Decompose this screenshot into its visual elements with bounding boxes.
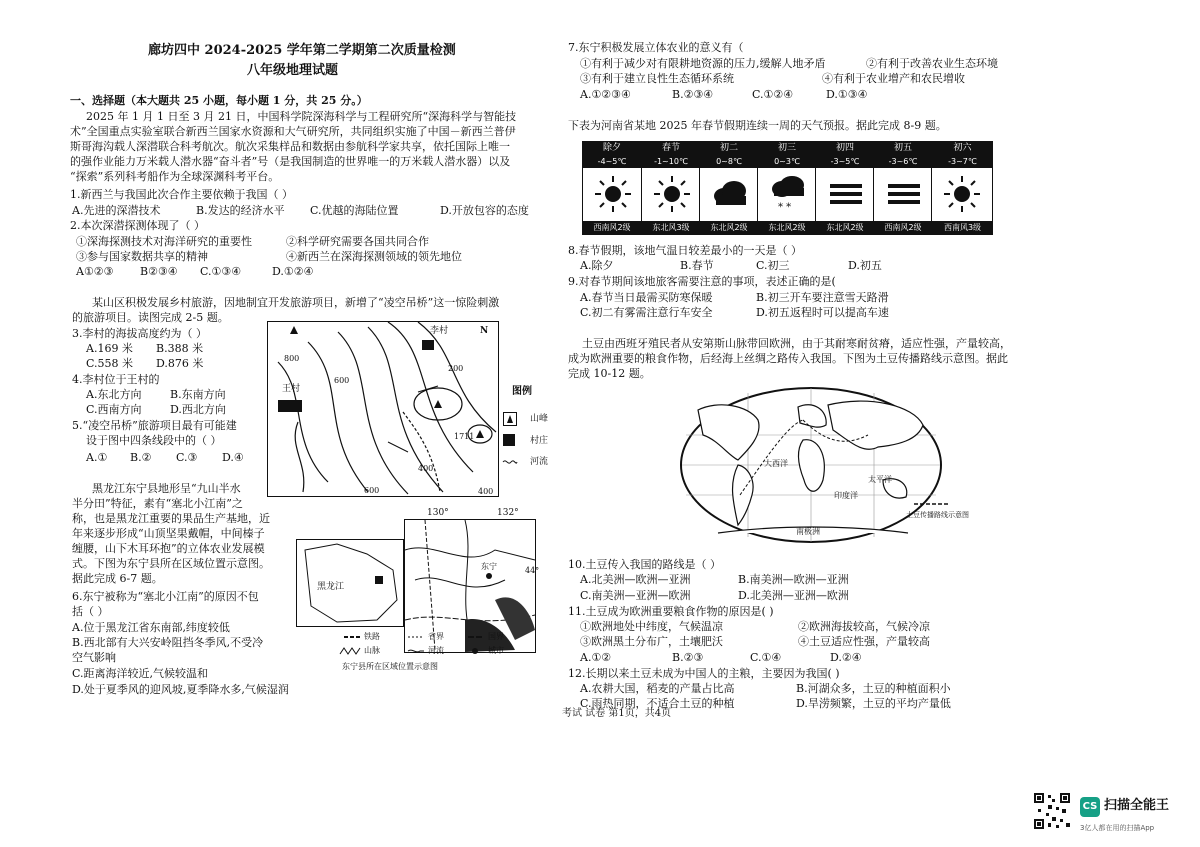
ocean-label-atlantic: 大西洋 bbox=[764, 459, 788, 468]
question-5-stem-cont: 设于图中四条线段中的（ ） bbox=[86, 434, 222, 447]
q4-option-c: C.西南方向 bbox=[86, 403, 142, 416]
q6-option-b-cont: 空气影响 bbox=[72, 651, 116, 664]
q11-item: ④土豆适应性强，产量较高 bbox=[798, 635, 930, 648]
q6-option-b: B.西北部有大兴安岭阻挡冬季风,不受冷 bbox=[72, 636, 264, 649]
q2-option-a: A①②③ bbox=[76, 265, 114, 278]
q2-item: ①深海探测技术对海洋研究的重要性 bbox=[76, 235, 252, 248]
svg-text:* *: * * bbox=[778, 202, 792, 213]
weather-day-column bbox=[641, 142, 700, 234]
legend-river: 河流 bbox=[428, 646, 444, 655]
village-label-wang: 王村 bbox=[282, 384, 301, 394]
q2-option-d: D.①②④ bbox=[272, 265, 314, 278]
q8-option-c: C.初三 bbox=[756, 259, 790, 272]
passage-line: 称，也是黑龙江重要的果品生产基地，近 bbox=[72, 512, 270, 525]
north-arrow-icon: N bbox=[480, 326, 489, 336]
weather-wind: 东北风2级 bbox=[816, 221, 874, 234]
q10-option-d: D.北美洲—亚洲—欧洲 bbox=[738, 589, 849, 602]
passage-line: 半分田”特征，素有“塞北小江南”之 bbox=[72, 497, 243, 510]
q6-option-a: A.位于黑龙江省东南部,纬度较低 bbox=[72, 621, 230, 634]
province-border-icon bbox=[408, 635, 424, 639]
q9-option-b: B.初三开车要注意雪天路滑 bbox=[756, 291, 889, 304]
contour-value: 400 bbox=[418, 464, 434, 473]
q2-option-b: B②③④ bbox=[140, 265, 178, 278]
q2-option-c: C.①③④ bbox=[200, 265, 242, 278]
sun-icon bbox=[652, 174, 692, 214]
weather-day-column bbox=[873, 142, 932, 234]
q3-option-b: B.388 米 bbox=[156, 342, 204, 355]
weather-wind: 西南风3级 bbox=[932, 221, 993, 234]
contour-value: 400 bbox=[478, 487, 494, 496]
q9-option-c: C.初二有雾需注意行车安全 bbox=[580, 306, 713, 319]
passage-line: 年来逐步形成“山顶坚果戴帽，中间榛子 bbox=[72, 527, 265, 540]
q2-item: ③参与国家数据共享的精神 bbox=[76, 250, 208, 263]
rail-icon bbox=[344, 635, 360, 639]
contour-value: 600 bbox=[334, 376, 350, 385]
weather-temp: -1~10℃ bbox=[642, 155, 700, 168]
legend-village-label: 村庄 bbox=[530, 436, 549, 446]
weather-day-column bbox=[815, 142, 874, 234]
weather-temp: -3~6℃ bbox=[874, 155, 932, 168]
weather-temp: -3~5℃ bbox=[816, 155, 874, 168]
weather-day-column bbox=[583, 142, 641, 234]
inset-province-map bbox=[296, 539, 404, 627]
passage-line: 式。下图为东宁县所在区域位置示意图。 bbox=[72, 557, 270, 570]
longitude-label: 130° bbox=[427, 508, 449, 518]
q11-item: ③欧洲黑土分布广，土壤肥沃 bbox=[580, 635, 723, 648]
sun-icon bbox=[593, 174, 633, 214]
q5-option-b: B.② bbox=[130, 451, 152, 464]
passage-line: 斯哥海沟载人深潜联合科考航次。航次采集样品和数据由参航科学家共享，依托国际上唯一 bbox=[70, 140, 510, 153]
question-6-stem: 6.东宁被称为“塞北小江南”的原因不包 bbox=[72, 590, 259, 603]
contour-value: 200 bbox=[448, 364, 464, 373]
weather-day: 初四 bbox=[816, 142, 874, 155]
question-8-stem: 8.春节假期，该地气温日较差最小的一天是（ ） bbox=[568, 244, 802, 257]
fog-icon bbox=[826, 174, 866, 214]
sun-icon bbox=[942, 174, 982, 214]
q2-item: ②科学研究需要各国共同合作 bbox=[286, 235, 429, 248]
weather-day-column bbox=[699, 142, 758, 234]
world-map-legend: 土豆传播路线示意图 bbox=[906, 511, 969, 519]
county-label: 东宁 bbox=[481, 562, 497, 571]
passage-line: “探索”系列科考船作为全球深渊科考平台。 bbox=[70, 170, 280, 183]
q10-option-b: B.南美洲—欧洲—亚洲 bbox=[738, 573, 849, 586]
ocean-label-indian: 印度洋 bbox=[834, 491, 858, 500]
q11-option-b: B.②③ bbox=[672, 651, 704, 664]
contour-map bbox=[267, 321, 499, 497]
passage-line: 2025 年 1 月 1 日至 3 月 21 日，中国科学院深海科学与工程研究所“深海科学与智能技 bbox=[86, 110, 517, 123]
legend-river-label: 河流 bbox=[530, 457, 549, 467]
village-label-li: 李村 bbox=[430, 326, 449, 336]
q4-option-d: D.西北方向 bbox=[170, 403, 226, 416]
peak-elevation: 1711 bbox=[454, 432, 475, 441]
passage-line: 的强作业能力万米载人潜水器“奋斗者”号（是我国制造的世界唯一的万米载人潜水器）以及 bbox=[70, 155, 511, 168]
passage-line: 缠腰，山下木耳环抱”的立体农业发展模 bbox=[72, 542, 265, 555]
q11-option-d: D.②④ bbox=[830, 651, 862, 664]
q11-item: ①欧洲地处中纬度，气候温凉 bbox=[580, 620, 723, 633]
fog-icon bbox=[884, 174, 924, 214]
weather-forecast-table bbox=[582, 141, 993, 235]
q1-option-a: A.先进的深潜技术 bbox=[72, 204, 161, 217]
scanner-tagline: 3亿人都在用的扫描App bbox=[1080, 824, 1155, 832]
q9-option-d: D.初五返程时可以提高车速 bbox=[756, 306, 889, 319]
passage-line: 成为欧洲重要的粮食作物，后经海上丝绸之路传入我国。下图为土豆传播路线示意图。据此 bbox=[568, 352, 1008, 365]
q1-option-b: B.发达的经济水平 bbox=[196, 204, 285, 217]
question-6-stem-cont: 括（ ） bbox=[72, 605, 109, 618]
weather-wind: 东北风2级 bbox=[758, 221, 816, 234]
legend-river-icon bbox=[503, 458, 517, 466]
q1-option-c: C.优越的海陆位置 bbox=[310, 204, 399, 217]
weather-wind: 东北风3级 bbox=[642, 221, 700, 234]
legend-national: 国界 bbox=[488, 632, 504, 641]
question-4-stem: 4.李村位于王村的 bbox=[72, 373, 160, 386]
q12-option-c: C.雨热同期，不适合土豆的种植 bbox=[580, 697, 735, 710]
q10-option-a: A.北美洲—欧洲—亚洲 bbox=[580, 573, 691, 586]
weather-temp: -3~7℃ bbox=[932, 155, 993, 168]
ocean-label-pacific: 太平洋 bbox=[868, 475, 892, 484]
question-11-stem: 11.土豆成为欧洲重要粮食作物的原因是( ) bbox=[568, 605, 774, 618]
q4-option-b: B.东南方向 bbox=[170, 388, 226, 401]
weather-wind: 西南风2级 bbox=[874, 221, 932, 234]
passage-line: 术”全国重点实验室联合新西兰国家水资源和大气研究所，共同组织实施了中国－新西兰普伊 bbox=[70, 125, 516, 138]
q3-option-a: A.169 米 bbox=[86, 342, 133, 355]
weather-day: 春节 bbox=[642, 142, 700, 155]
weather-day: 初五 bbox=[874, 142, 932, 155]
section-heading: 一、选择题（本大题共 25 小题，每小题 1 分，共 25 分。） bbox=[70, 94, 368, 107]
continent-label-antarctica: 南极洲 bbox=[796, 527, 820, 536]
q5-option-c: C.③ bbox=[176, 451, 198, 464]
q5-option-d: D.④ bbox=[222, 451, 244, 464]
q7-item: ②有利于改善农业生态环境 bbox=[866, 57, 998, 70]
legend-village-icon bbox=[503, 434, 515, 446]
passage-line: 土豆由西班牙殖民者从安第斯山脉带回欧洲，由于其耐寒耐贫瘠，适应性强，产量较高， bbox=[582, 337, 1011, 350]
region-map-caption: 东宁县所在区域位置示意图 bbox=[342, 662, 438, 671]
q7-item: ④有利于农业增产和农民增收 bbox=[822, 72, 965, 85]
region-map-legend bbox=[296, 630, 534, 664]
weather-day: 除夕 bbox=[583, 142, 641, 155]
q11-option-c: C.①④ bbox=[750, 651, 782, 664]
question-1-stem: 1.新西兰与我国此次合作主要依赖于我国（ ） bbox=[70, 188, 293, 201]
page-footer: 考试 试卷 第1页，共4页 bbox=[562, 708, 672, 719]
legend-province: 省界 bbox=[428, 632, 444, 641]
q8-option-d: D.初五 bbox=[848, 259, 882, 272]
weather-day-column bbox=[757, 142, 816, 234]
weather-day: 初三 bbox=[758, 142, 816, 155]
q7-option-b: B.②③④ bbox=[672, 88, 714, 101]
q3-option-d: D.876 米 bbox=[156, 357, 204, 370]
q2-item: ④新西兰在深海探测领域的领先地位 bbox=[286, 250, 462, 263]
q6-option-c: C.距离海洋较近,气候较温和 bbox=[72, 667, 209, 680]
national-border-icon bbox=[468, 635, 484, 639]
snow-icon bbox=[768, 174, 808, 214]
contour-value: 800 bbox=[284, 354, 300, 363]
question-10-stem: 10.土豆传入我国的路线是（ ） bbox=[568, 558, 721, 571]
weather-wind: 东北风2级 bbox=[700, 221, 758, 234]
q9-option-a: A.春节当日最需买防寒保暖 bbox=[580, 291, 713, 304]
contour-value: 600 bbox=[364, 486, 380, 495]
legend-mountain: 山脉 bbox=[364, 646, 380, 655]
route-legend-icon bbox=[914, 500, 950, 508]
passage-line: 某山区积极发展乡村旅游，因地制宜开发旅游项目，新增了“凌空吊桥”这一惊险刺激 bbox=[92, 296, 500, 309]
q5-option-a: A.① bbox=[86, 451, 108, 464]
mountain-icon bbox=[340, 648, 360, 654]
world-map bbox=[678, 385, 944, 545]
legend-city: 城市 bbox=[488, 646, 504, 655]
question-3-stem: 3.李村的海拔高度约为（ ） bbox=[72, 327, 207, 340]
passage-line: 完成 10-12 题。 bbox=[568, 367, 651, 380]
province-label: 黑龙江 bbox=[317, 582, 345, 592]
exam-subtitle: 八年级地理试题 bbox=[247, 63, 339, 78]
weather-temp: 0~3℃ bbox=[758, 155, 816, 168]
cloud-icon bbox=[710, 174, 750, 214]
q8-option-b: B.春节 bbox=[680, 259, 714, 272]
q7-option-d: D.①③④ bbox=[826, 88, 868, 101]
weather-wind: 西南风2级 bbox=[583, 221, 641, 234]
q12-option-b: B.河湖众多，土豆的种植面积小 bbox=[796, 682, 951, 695]
legend-peak-label: 山峰 bbox=[530, 414, 549, 424]
weather-temp: -4~5℃ bbox=[583, 155, 641, 168]
city-icon bbox=[472, 648, 478, 654]
q6-option-d: D.处于夏季风的迎风坡,夏季降水多,气候湿润 bbox=[72, 683, 289, 696]
question-9-stem: 9.对春节期间该地旅客需要注意的事项，表述正确的是( bbox=[568, 275, 836, 288]
weather-day: 初二 bbox=[700, 142, 758, 155]
q3-option-c: C.558 米 bbox=[86, 357, 134, 370]
legend-peak-icon bbox=[503, 412, 517, 426]
q4-option-a: A.东北方向 bbox=[86, 388, 142, 401]
longitude-label: 132° bbox=[497, 508, 519, 518]
q12-option-d: D.旱涝频繁，土豆的平均产量低 bbox=[796, 697, 951, 710]
question-2-stem: 2.本次深潜探测体现了（ ） bbox=[70, 219, 205, 232]
question-5-stem: 5.“凌空吊桥”旅游项目最有可能建 bbox=[72, 419, 237, 432]
q10-option-c: C.南美洲—亚洲—欧洲 bbox=[580, 589, 691, 602]
question-7-stem: 7.东宁积极发展立体农业的意义有（ bbox=[568, 41, 744, 54]
legend-rail: 铁路 bbox=[364, 632, 380, 641]
legend-title: 图例 bbox=[512, 386, 532, 397]
q12-option-a: A.农耕大国，稻麦的产量占比高 bbox=[580, 682, 735, 695]
passage-line: 下表为河南省某地 2025 年春节假期连续一周的天气预报。据此完成 8-9 题。 bbox=[568, 119, 947, 132]
weather-temp: 0~8℃ bbox=[700, 155, 758, 168]
contour-lines bbox=[268, 322, 498, 496]
q11-item: ②欧洲海拔较高，气候冷凉 bbox=[798, 620, 930, 633]
q1-option-d: D.开放包容的态度 bbox=[440, 204, 529, 217]
scanner-brand: 扫描全能王 bbox=[1104, 798, 1170, 813]
cs-logo-icon: CS bbox=[1080, 797, 1100, 817]
q7-item: ①有利于减少对有限耕地资源的压力,缓解人地矛盾 bbox=[580, 57, 826, 70]
weather-day-column bbox=[931, 142, 993, 234]
passage-line: 据此完成 6-7 题。 bbox=[72, 572, 163, 585]
q7-option-a: A.①②③④ bbox=[580, 88, 631, 101]
question-12-stem: 12.长期以来土豆未成为中国人的主粮，主要因为我国( ) bbox=[568, 667, 840, 680]
q7-option-c: C.①②④ bbox=[752, 88, 794, 101]
q8-option-a: A.除夕 bbox=[580, 259, 614, 272]
qr-code-icon bbox=[1032, 791, 1072, 831]
river-icon bbox=[408, 648, 424, 654]
passage-line: 的旅游项目。读图完成 2-5 题。 bbox=[72, 311, 229, 324]
latitude-label: 44° bbox=[525, 566, 540, 575]
q7-item: ③有利于建立良性生态循环系统 bbox=[580, 72, 734, 85]
exam-title: 廊坊四中 2024-2025 学年第二学期第二次质量检测 bbox=[148, 43, 456, 58]
q11-option-a: A.①② bbox=[580, 651, 612, 664]
weather-day: 初六 bbox=[932, 142, 993, 155]
passage-line: 黑龙江东宁县地形呈“九山半水 bbox=[92, 482, 241, 495]
